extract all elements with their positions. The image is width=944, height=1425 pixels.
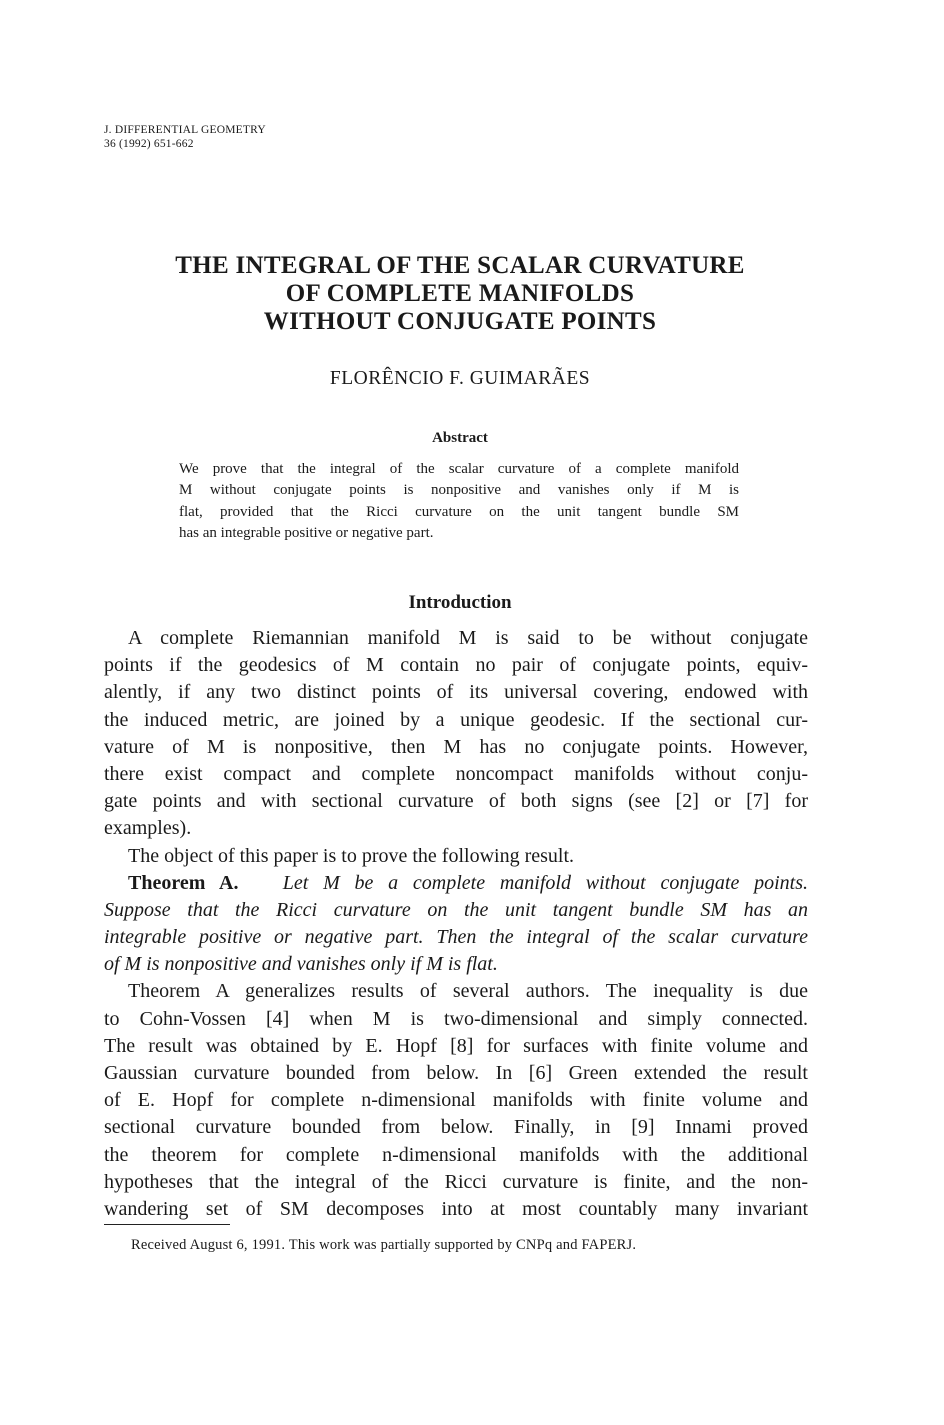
theorem-text: Let M be a complete manifold without conjugate points. [282,871,809,894]
paragraph-line: to Cohn-Vossen [4] when M is two-dimensional and simply connected. [104,1007,808,1030]
introduction-body [104,625,808,1223]
paragraph-line: there exist compact and complete noncompact manifolds without conju- [104,762,808,785]
theorem-label: Theorem A. [128,871,239,894]
theorem-line: Suppose that the Ricci curvature on the unit tangent bundle SM has an [104,898,808,921]
paragraph-line: A complete Riemannian manifold M is said to be without conjugate [128,627,808,649]
abstract-line: We prove that the integral of the scalar curvature of a complete manifold [179,461,739,477]
paragraph-line: of E. Hopf for complete n-dimensional manifolds with finite volume and [104,1089,808,1112]
introduction-heading: Introduction [408,592,512,613]
theorem-line: of M is nonpositive and vanishes only if M is flat. [104,953,498,976]
paragraph-line: The result was obtained by E. Hopf [8] for surfaces with finite volume and [104,1034,808,1057]
title-line-2: OF COMPLETE MANIFOLDS [285,280,635,307]
paragraph-line: the theorem for complete n-dimensional manifolds with the additional [104,1143,808,1166]
paragraph-line: wandering set of SM decomposes into at most countably many invariant [104,1197,808,1220]
paragraph-line: The object of this paper is to prove the following result. [128,844,575,867]
paragraph-line: the induced metric, are joined by a unique geodesic. If the sectional cur- [104,708,808,731]
paragraph-line: vature of M is nonpositive, then M has no conjugate points. However, [104,735,808,758]
abstract-line: flat, provided that the Ricci curvature on the unit tangent bundle SM [179,503,739,520]
paragraph-line: gate points and with sectional curvature of both signs (see [2] or [7] for [104,790,808,813]
abstract-heading: Abstract [432,430,488,446]
abstract-line: has an integrable positive or negative part. [179,525,434,542]
paragraph-line: points if the geodesics of M contain no pair of conjugate points, equiv- [104,654,808,677]
theorem-line [104,870,808,897]
title-line-3: WITHOUT CONJUGATE POINTS [263,308,657,335]
author-name: FLORÊNCIO F. GUIMARÃES [329,368,591,389]
footnote: Received August 6, 1991. This work was partially supported by CNPq and FAPERJ. [131,1237,637,1253]
paragraph-line: sectional curvature bounded from below. Finally, in [9] Innami proved [104,1116,808,1139]
paper-title [100,252,820,336]
paragraph-line: examples). [104,817,192,840]
paragraph-line: hypotheses that the integral of the Ricci curvature is finite, and the non- [104,1170,808,1193]
footnote-rule [104,1224,230,1225]
theorem-line: integrable positive or negative part. Then the integral of the scalar curvature [104,926,808,949]
paragraph-line: Theorem A generalizes results of several authors. The inequality is due [128,980,808,1003]
journal-name: J. DIFFERENTIAL GEOMETRY [104,124,266,136]
paragraph-line: Gaussian curvature bounded from below. In [6] Green extended the result [104,1062,808,1084]
abstract-body [179,459,739,545]
journal-header [104,123,266,151]
title-line-1: THE INTEGRAL OF THE SCALAR CURVATURE [175,252,745,279]
paragraph-line: alently, if any two distinct points of its universal covering, endowed with [104,681,808,704]
abstract-line: M without conjugate points is nonpositive and vanishes only if M is [179,482,739,499]
journal-volume: 36 (1992) 651-662 [104,138,194,150]
